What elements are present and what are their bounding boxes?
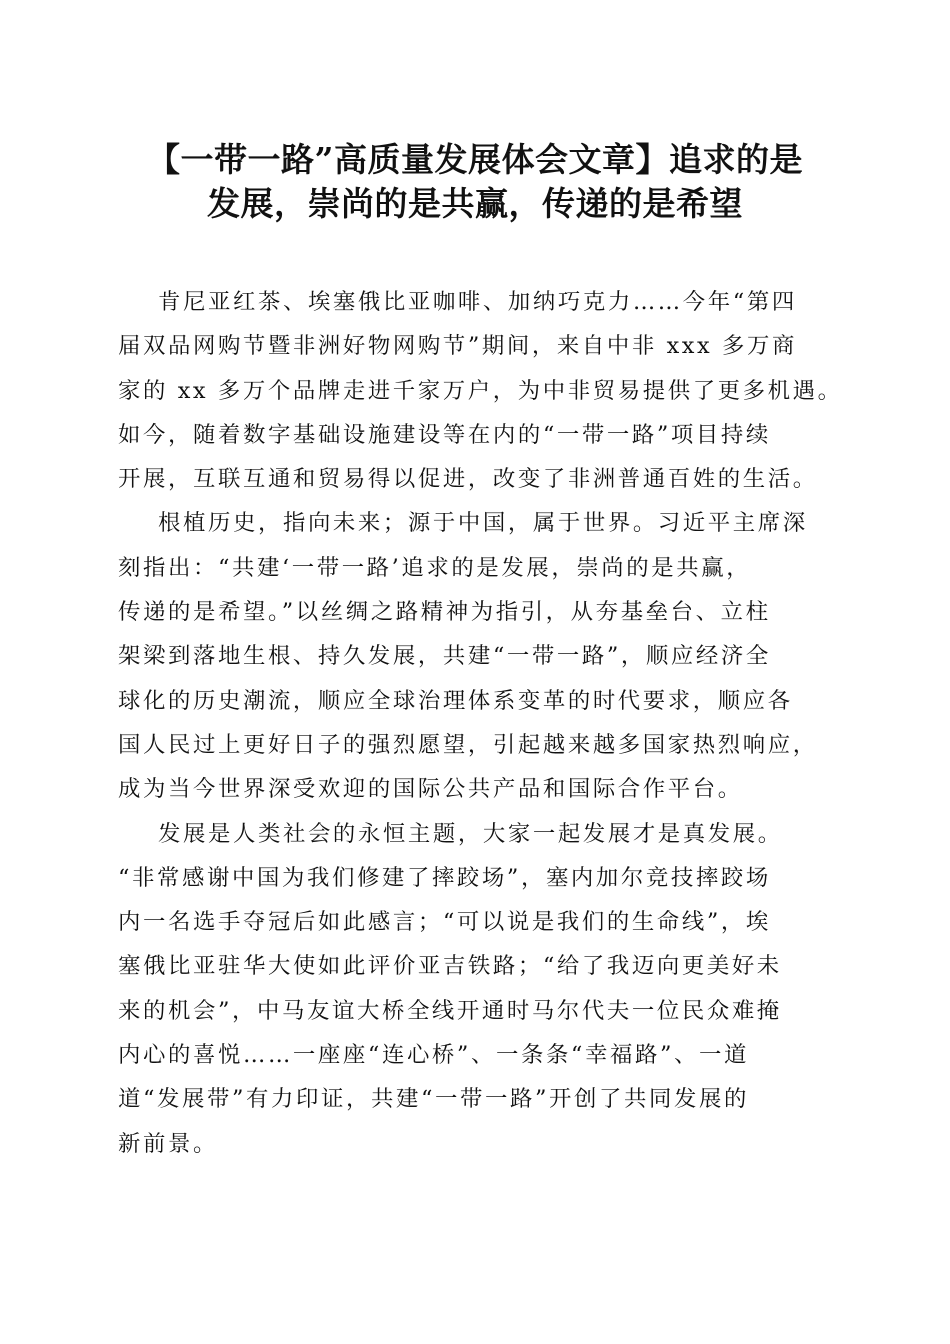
paragraph-2	[118, 501, 840, 811]
text-line: 传递的是希望。”以丝绸之路精神为指引，从夯基垒台、立柱	[118, 599, 771, 626]
text-line: 根植历史，指向未来；源于中国，属于世界。习近平主席深	[158, 510, 808, 537]
text-line: 国人民过上更好日子的强烈愿望，引起越来越多国家热烈响应，	[118, 731, 818, 758]
text-line: 如今，随着数字基础设施建设等在内的“一带一路”项目持续	[118, 421, 771, 448]
paragraph-1	[118, 280, 843, 501]
text-line: 家的 xx 多万个品牌走进千家万户，为中非贸易提供了更多机遇。	[118, 377, 843, 404]
text-line: 塞俄比亚驻华大使如此评价亚吉铁路；“给了我迈向更美好未	[118, 953, 782, 980]
document-body	[118, 280, 843, 1166]
text-line: “非常感谢中国为我们修建了摔跤场”，塞内加尔竞技摔跤场	[118, 864, 771, 891]
text-line: 发展是人类社会的永恒主题，大家一起发展才是真发展。	[158, 820, 783, 847]
title-line-1: 【一带一路”高质量发展体会文章】追求的是	[147, 140, 803, 179]
document-title	[110, 138, 840, 226]
text-line: 球化的历史潮流，顺应全球治理体系变革的时代要求，顺应各	[118, 687, 793, 714]
text-line: 内心的喜悦……一座座“连心桥”、一条条“幸福路”、一道	[118, 1042, 749, 1069]
text-line: 内一名选手夺冠后如此感言；“可以说是我们的生命线”，埃	[118, 909, 771, 936]
text-line: 届双品网购节暨非洲好物网购节”期间，来自中非 xxx 多万商	[118, 333, 797, 360]
text-line: 刻指出：“共建‘一带一路’追求的是发展，崇尚的是共赢，	[118, 554, 752, 581]
text-line: 新前景。	[118, 1130, 218, 1157]
paragraph-3	[118, 812, 840, 1166]
text-line: 架梁到落地生根、持久发展，共建“一带一路”，顺应经济全	[118, 643, 771, 670]
title-line-2: 发展，崇尚的是共赢，传递的是希望	[207, 184, 743, 223]
text-line: 成为当今世界深受欢迎的国际公共产品和国际合作平台。	[118, 776, 743, 803]
text-line: 道“发展带”有力印证，共建“一带一路”开创了共同发展的	[118, 1086, 749, 1113]
text-line: 来的机会”，中马友谊大桥全线开通时马尔代夫一位民众难掩	[118, 997, 782, 1024]
text-line: 开展，互联互通和贸易得以促进，改变了非洲普通百姓的生活。	[118, 466, 818, 493]
text-line: 肯尼亚红茶、埃塞俄比亚咖啡、加纳巧克力……今年“第四	[158, 289, 797, 315]
